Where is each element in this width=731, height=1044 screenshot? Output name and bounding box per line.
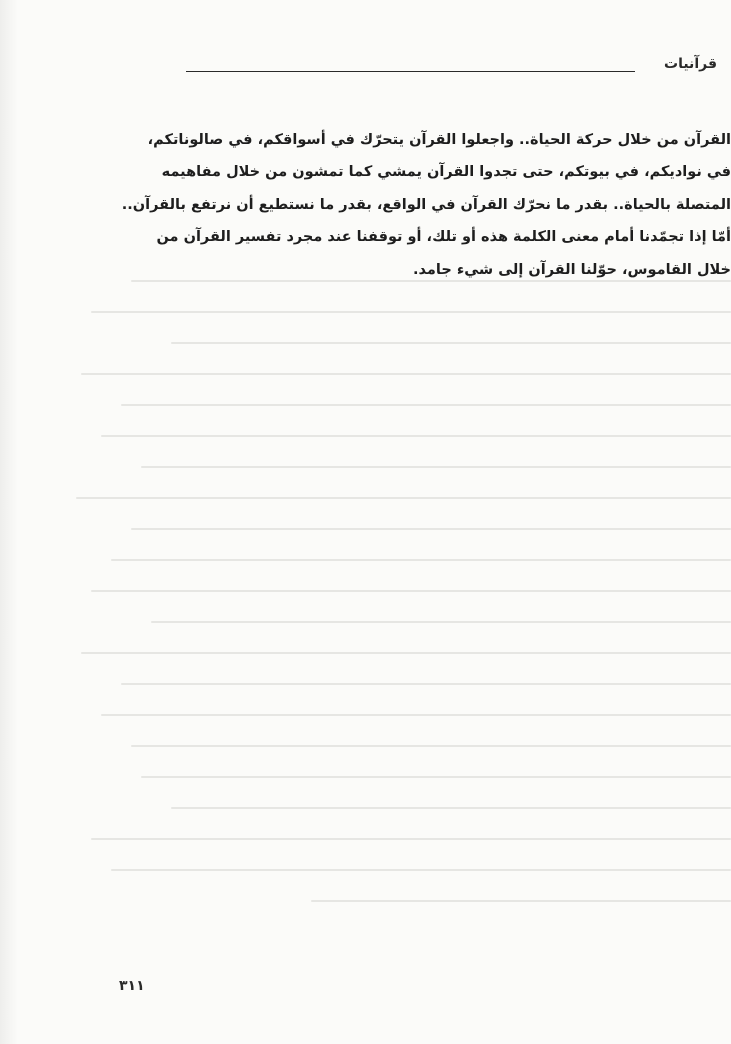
text-line: القرآن من خلال حركة الحياة.. واجعلوا القرآن يتحرّك في أسواقكم، في صالوناتكم،: [147, 132, 731, 148]
text-line: في نواديكم، في بيوتكم، حتى تجدوا القرآن يمشي كما تمشون من خلال مفاهيمه: [161, 164, 731, 181]
bleed-through-line: [91, 311, 731, 313]
bleed-through-line: [81, 373, 731, 375]
bleed-through-line: [171, 342, 731, 344]
text-line: خلال القاموس، حوّلنا القرآن إلى شيء جامد.: [413, 261, 731, 278]
bleed-through-line: [101, 714, 731, 716]
bleed-through-line: [131, 280, 731, 282]
bleed-through-line: [141, 466, 731, 468]
bleed-through-line: [121, 404, 731, 406]
bleed-through-line: [311, 900, 731, 902]
bleed-through-texture: [60, 272, 731, 952]
body-paragraph: [71, 124, 731, 286]
bleed-through-line: [131, 528, 731, 530]
bleed-through-line: [111, 869, 731, 871]
running-header: [186, 56, 731, 78]
bleed-through-line: [171, 807, 731, 809]
bleed-through-line: [76, 497, 731, 499]
bleed-through-line: [141, 776, 731, 778]
text-line: أمّا إذا تجمّدنا أمام معنى الكلمة هذه أو تلك، أو توقفنا عند مجرد تفسير القرآن من: [156, 229, 731, 246]
bleed-through-line: [111, 559, 731, 561]
bleed-through-line: [101, 435, 731, 437]
bleed-through-line: [91, 590, 731, 592]
page-edge-shadow: [0, 0, 18, 1044]
bleed-through-line: [91, 838, 731, 840]
page-number: ٣١١: [119, 978, 145, 994]
bleed-through-line: [151, 621, 731, 623]
header-title: قرآنيات: [664, 56, 717, 72]
bleed-through-line: [131, 745, 731, 747]
bleed-through-line: [81, 652, 731, 654]
bleed-through-line: [121, 683, 731, 685]
text-line: المتصلة بالحياة.. بقدر ما نحرّك القرآن في الواقع، بقدر ما نستطيع أن نرتفع بالقرآن..: [121, 196, 731, 213]
header-rule: [186, 71, 635, 72]
